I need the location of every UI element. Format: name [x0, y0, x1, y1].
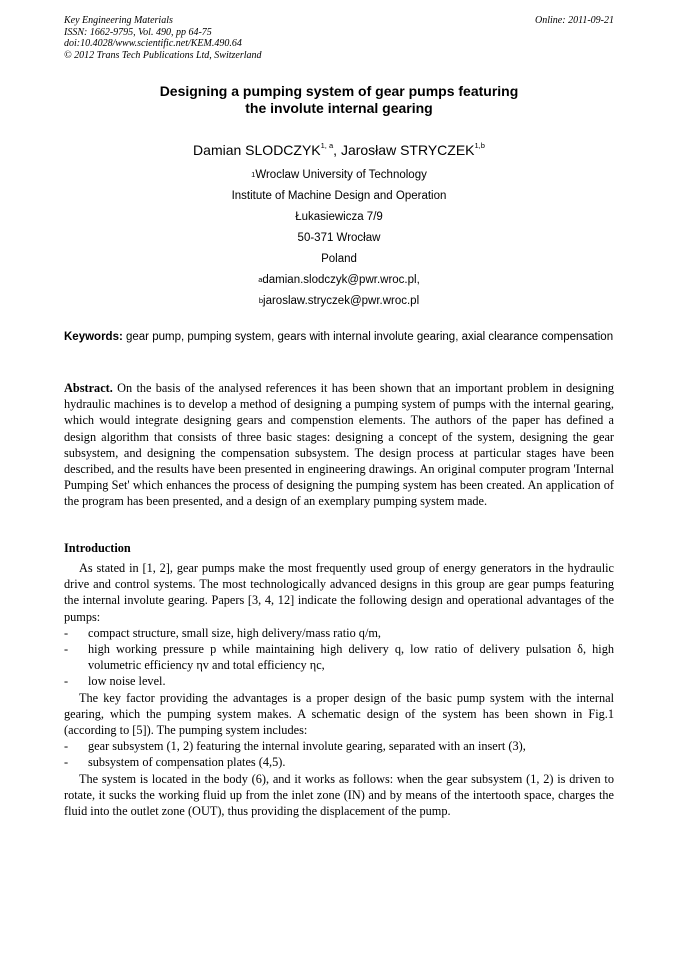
list-dash: - — [64, 755, 69, 770]
doi-line: doi:10.4028/www.scientific.net/KEM.490.64 — [64, 38, 242, 49]
list-dash: - — [64, 739, 69, 754]
journal-name: Key Engineering Materials — [64, 15, 173, 26]
list-dash: - — [64, 642, 69, 657]
affiliation-university — [64, 165, 614, 186]
affiliation-street: Łukasiewicza 7/9 — [295, 211, 383, 223]
affiliation-country: Poland — [321, 253, 357, 265]
abstract-label: Abstract. — [64, 381, 113, 395]
affiliation-institute: Institute of Machine Design and Operation — [231, 190, 447, 202]
author-separator: , — [333, 142, 341, 158]
author-1: Damian SLODCZYK — [193, 142, 321, 158]
list-dash: - — [64, 674, 69, 689]
list-item — [64, 625, 614, 641]
intro-paragraph-3: The system is located in the body (6), and it works as follows: when the gear subsystem (1, 2) is driven to rotate, it sucks the working fluid up from the inlet zone (IN) and by means of the intertooth space, charges the fluid into the outlet zone (OUT), thus providing the displacement of the pump. — [64, 771, 614, 819]
title-line-1: Designing a pumping system of gear pumps featuring — [159, 83, 519, 99]
keywords-paragraph — [64, 330, 614, 344]
introduction-body — [64, 560, 614, 819]
email-a[interactable]: damian.slodczyk@pwr.wroc.pl, — [262, 274, 420, 286]
abstract-text: On the basis of the analysed references it has been shown that an important problem in designing hydraulic machines is to develop a method of designing a pumping system of pumps with the internal gearing, which would integrate designing gears and compenstion elements. The authors of the paper has defined a design algorithm that consists of three basic stages: designing a concept of the system, designing the gear subsystem, and designing the compensation subsystem. The design process at particular stages have been described, and the results have been presented in engineering drawings. An original computer program 'Internal Pumping Set' which enhances the process of designing the pumping system has been created. An application of the program has been presented, and a design of an exemplary pumping system made. — [64, 381, 614, 509]
university-name: Wroclaw University of Technology — [255, 169, 427, 181]
email-b[interactable]: jaroslaw.stryczek@pwr.wroc.pl — [263, 295, 420, 307]
email-b-mark: b — [258, 296, 264, 305]
affiliation-mark: 1 — [251, 170, 256, 179]
affiliation-block — [64, 165, 614, 312]
email-a-line — [64, 270, 614, 291]
list-item-text: compact structure, small size, high delivery/mass ratio q/m, — [88, 625, 381, 640]
intro-paragraph-2: The key factor providing the advantages is a proper design of the basic pump system with the internal gearing, which the pumping system makes. A schematic design of the system has been shown in Fig.1 (according to [5]). The pumping system includes: — [64, 690, 614, 738]
list-item — [64, 754, 614, 770]
list-dash: - — [64, 625, 69, 640]
introduction-heading: Introduction — [64, 541, 131, 555]
paper-title — [64, 83, 614, 117]
author-1-affiliation-mark: 1, a — [320, 141, 334, 150]
list-item-text: low noise level. — [88, 674, 166, 689]
affiliation-city: 50-371 Wrocław — [297, 232, 381, 244]
keywords-label: Keywords: — [64, 331, 123, 343]
intro-paragraph-1: As stated in [1, 2], gear pumps make the most frequently used group of energy generators in the hydraulic drive and control systems. The most technologically advanced designs in this group are gear pumps featuring the internal involute gearing. Papers [3, 4, 12] indicate the following design and operational advantages of the pumps: — [64, 561, 614, 624]
online-date: Online: 2011-09-21 — [535, 15, 614, 26]
copyright-line: © 2012 Trans Tech Publications Ltd, Switzerland — [64, 49, 262, 61]
author-2-affiliation-mark: 1,b — [474, 141, 485, 150]
email-b-line — [64, 291, 614, 312]
author-2: Jarosław STRYCZEK — [340, 142, 475, 158]
list-item-text: gear subsystem (1, 2) featuring the internal involute gearing, separated with an insert (3), — [88, 739, 526, 754]
keywords-text: gear pump, pumping system, gears with internal involute gearing, axial clearance compensation — [122, 331, 614, 343]
title-line-2: the involute internal gearing — [245, 100, 433, 116]
authors-line — [64, 142, 614, 158]
list-item-text: high working pressure p while maintaining high delivery q, low ratio of delivery pulsation δ, high volumetric efficiency ηv and total efficiency ηc, — [88, 642, 614, 673]
abstract-paragraph — [64, 380, 614, 510]
email-a-mark: a — [258, 275, 263, 284]
list-item — [64, 673, 614, 689]
list-item-text: subsystem of compensation plates (4,5). — [88, 755, 286, 770]
list-item — [64, 641, 614, 673]
issn-line: ISSN: 1662-9795, Vol. 490, pp 64-75 — [64, 26, 212, 38]
journal-header — [64, 15, 614, 61]
list-item — [64, 738, 614, 754]
